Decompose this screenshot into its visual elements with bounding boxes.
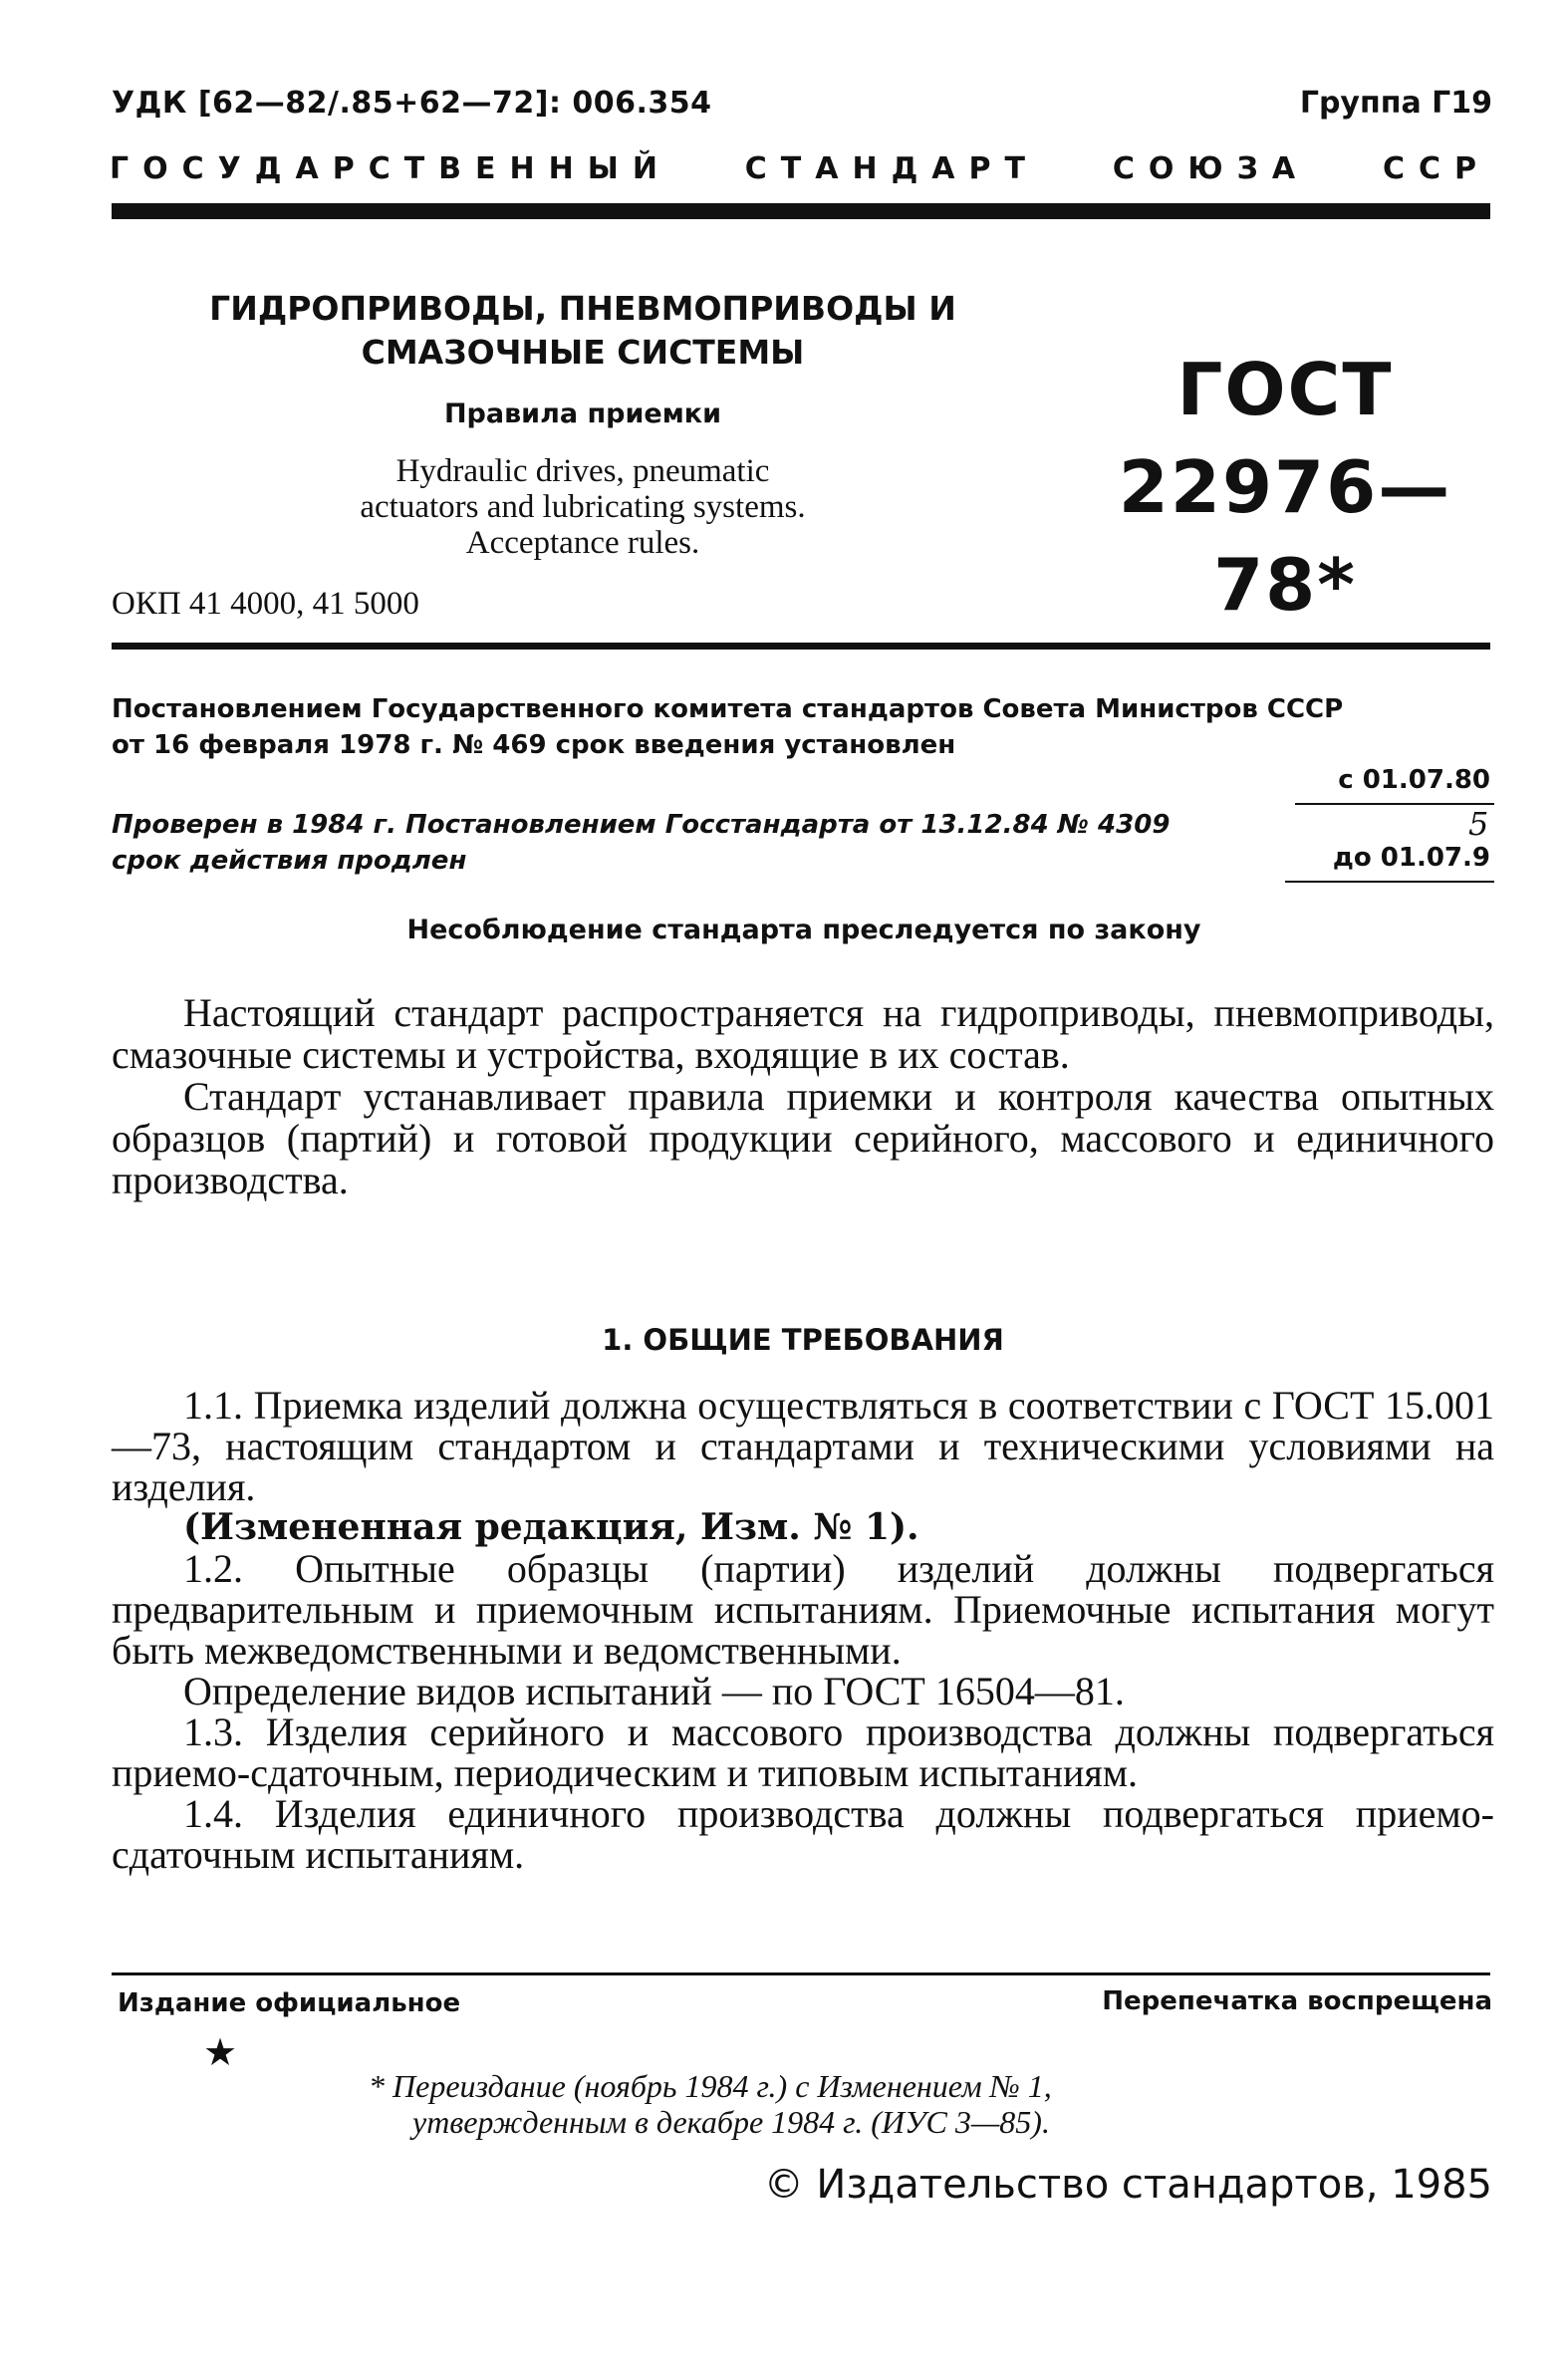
paragraph: 1.2. Опытные образцы (партии) изделий должны подвергаться предварительным и приемочным испытаниям. Приемочные испытания могут быть межведомственными и ведомственными.: [112, 1546, 1494, 1673]
title-line-1: ГИДРОПРИВОДЫ, ПНЕВМОПРИВОДЫ И: [209, 289, 956, 328]
title-english-line: Acceptance rules.: [465, 525, 700, 561]
paragraph: Стандарт устанавливает правила приемки и контроля качества опытных образцов (партий) и готовой продукции серийного, массового и единичного производства.: [112, 1074, 1494, 1202]
paragraph: 1.3. Изделия серийного и массового производства должны подвергаться приемо-сдаточным, периодическим и типовым испытаниям.: [112, 1709, 1494, 1795]
banner-word: СОЮЗА: [1112, 151, 1310, 186]
paragraph: Настоящий стандарт распространяется на гидроприводы, пневмоприводы, смазочные системы и устройства, входящие в их состав.: [112, 990, 1494, 1077]
header-rule: [112, 203, 1490, 219]
star-icon: ★: [203, 2030, 238, 2074]
decree-line: Постановлением Государственного комитета стандартов Совета Министров СССР: [112, 694, 1344, 724]
paragraph: Определение видов испытаний — по ГОСТ 16504—81.: [183, 1669, 1125, 1713]
validity-date: до 01.07.9: [1332, 843, 1490, 873]
title-rule: [112, 643, 1490, 650]
check-line: Проверен в 1984 г. Постановлением Госстандарта от 13.12.84 № 4309: [112, 810, 1171, 840]
paragraph: 1.1. Приемка изделий должна осуществляться в соответствии с ГОСТ 15.001—73, настоящим стандартом и стандартами и техническими условиями на изделия.: [112, 1383, 1494, 1509]
gost-label: ГОСТ: [1176, 348, 1394, 431]
section-text: [112, 1385, 1494, 1875]
title-english-line: Hydraulic drives, pneumatic: [395, 453, 770, 489]
paragraph: 1.4. Изделия единичного производства должны подвергаться приемо-сдаточным испытаниям.: [112, 1791, 1494, 1877]
effective-date: с 01.07.80: [1338, 765, 1490, 795]
check-line: срок действия продлен: [112, 846, 467, 876]
title-english-line: actuators and lubricating systems.: [360, 489, 806, 525]
date-underline: [1295, 803, 1494, 805]
title-english: [169, 453, 996, 561]
amendment-note: (Измененная редакция, Изм. № 1).: [183, 1506, 919, 1548]
reprint-prohibited: Перепечатка воспрещена: [1102, 1986, 1492, 2016]
title-subtitle: Правила приемки: [443, 398, 722, 429]
title-line-2: СМАЗОЧНЫЕ СИСТЕМЫ: [361, 333, 805, 372]
gost-number: 22976—78*: [1118, 445, 1452, 627]
copyright: © Издательство стандартов, 1985: [763, 2162, 1492, 2208]
handwritten-correction: 5: [1468, 805, 1489, 843]
note-line: утвержденным в декабре 1984 г. (ИУС 3—85).: [412, 2104, 1050, 2140]
group-code: Группа Г19: [1299, 86, 1492, 121]
banner-word: ГОСУДАРСТВЕННЫЙ: [110, 151, 671, 186]
title-block: [169, 287, 996, 561]
state-standard-banner: [110, 151, 1490, 186]
check-text: [112, 807, 1307, 879]
banner-word: ССР: [1382, 151, 1490, 186]
udk-code: УДК [62—82/.85+62—72]: 006.354: [112, 86, 712, 121]
okp-code: ОКП 41 4000, 41 5000: [112, 586, 419, 622]
intro-text: [112, 992, 1494, 1201]
decree-text: [112, 691, 1496, 763]
section-heading: 1. ОБЩИЕ ТРЕБОВАНИЯ: [602, 1323, 1004, 1357]
date-underline: [1285, 881, 1494, 883]
footer-rule: [112, 1972, 1490, 1975]
reissue-note: [369, 2068, 1052, 2140]
law-notice: Несоблюдение стандарта преследуется по закону: [406, 915, 1201, 945]
note-line: * Переиздание (ноябрь 1984 г.) с Изменением № 1,: [369, 2068, 1052, 2104]
decree-line: от 16 февраля 1978 г. № 469 срок введения установлен: [112, 730, 956, 760]
gost-designation: [1076, 341, 1494, 634]
banner-word: СТАНДАРТ: [744, 151, 1039, 186]
official-edition: Издание официальное: [118, 1988, 461, 2018]
